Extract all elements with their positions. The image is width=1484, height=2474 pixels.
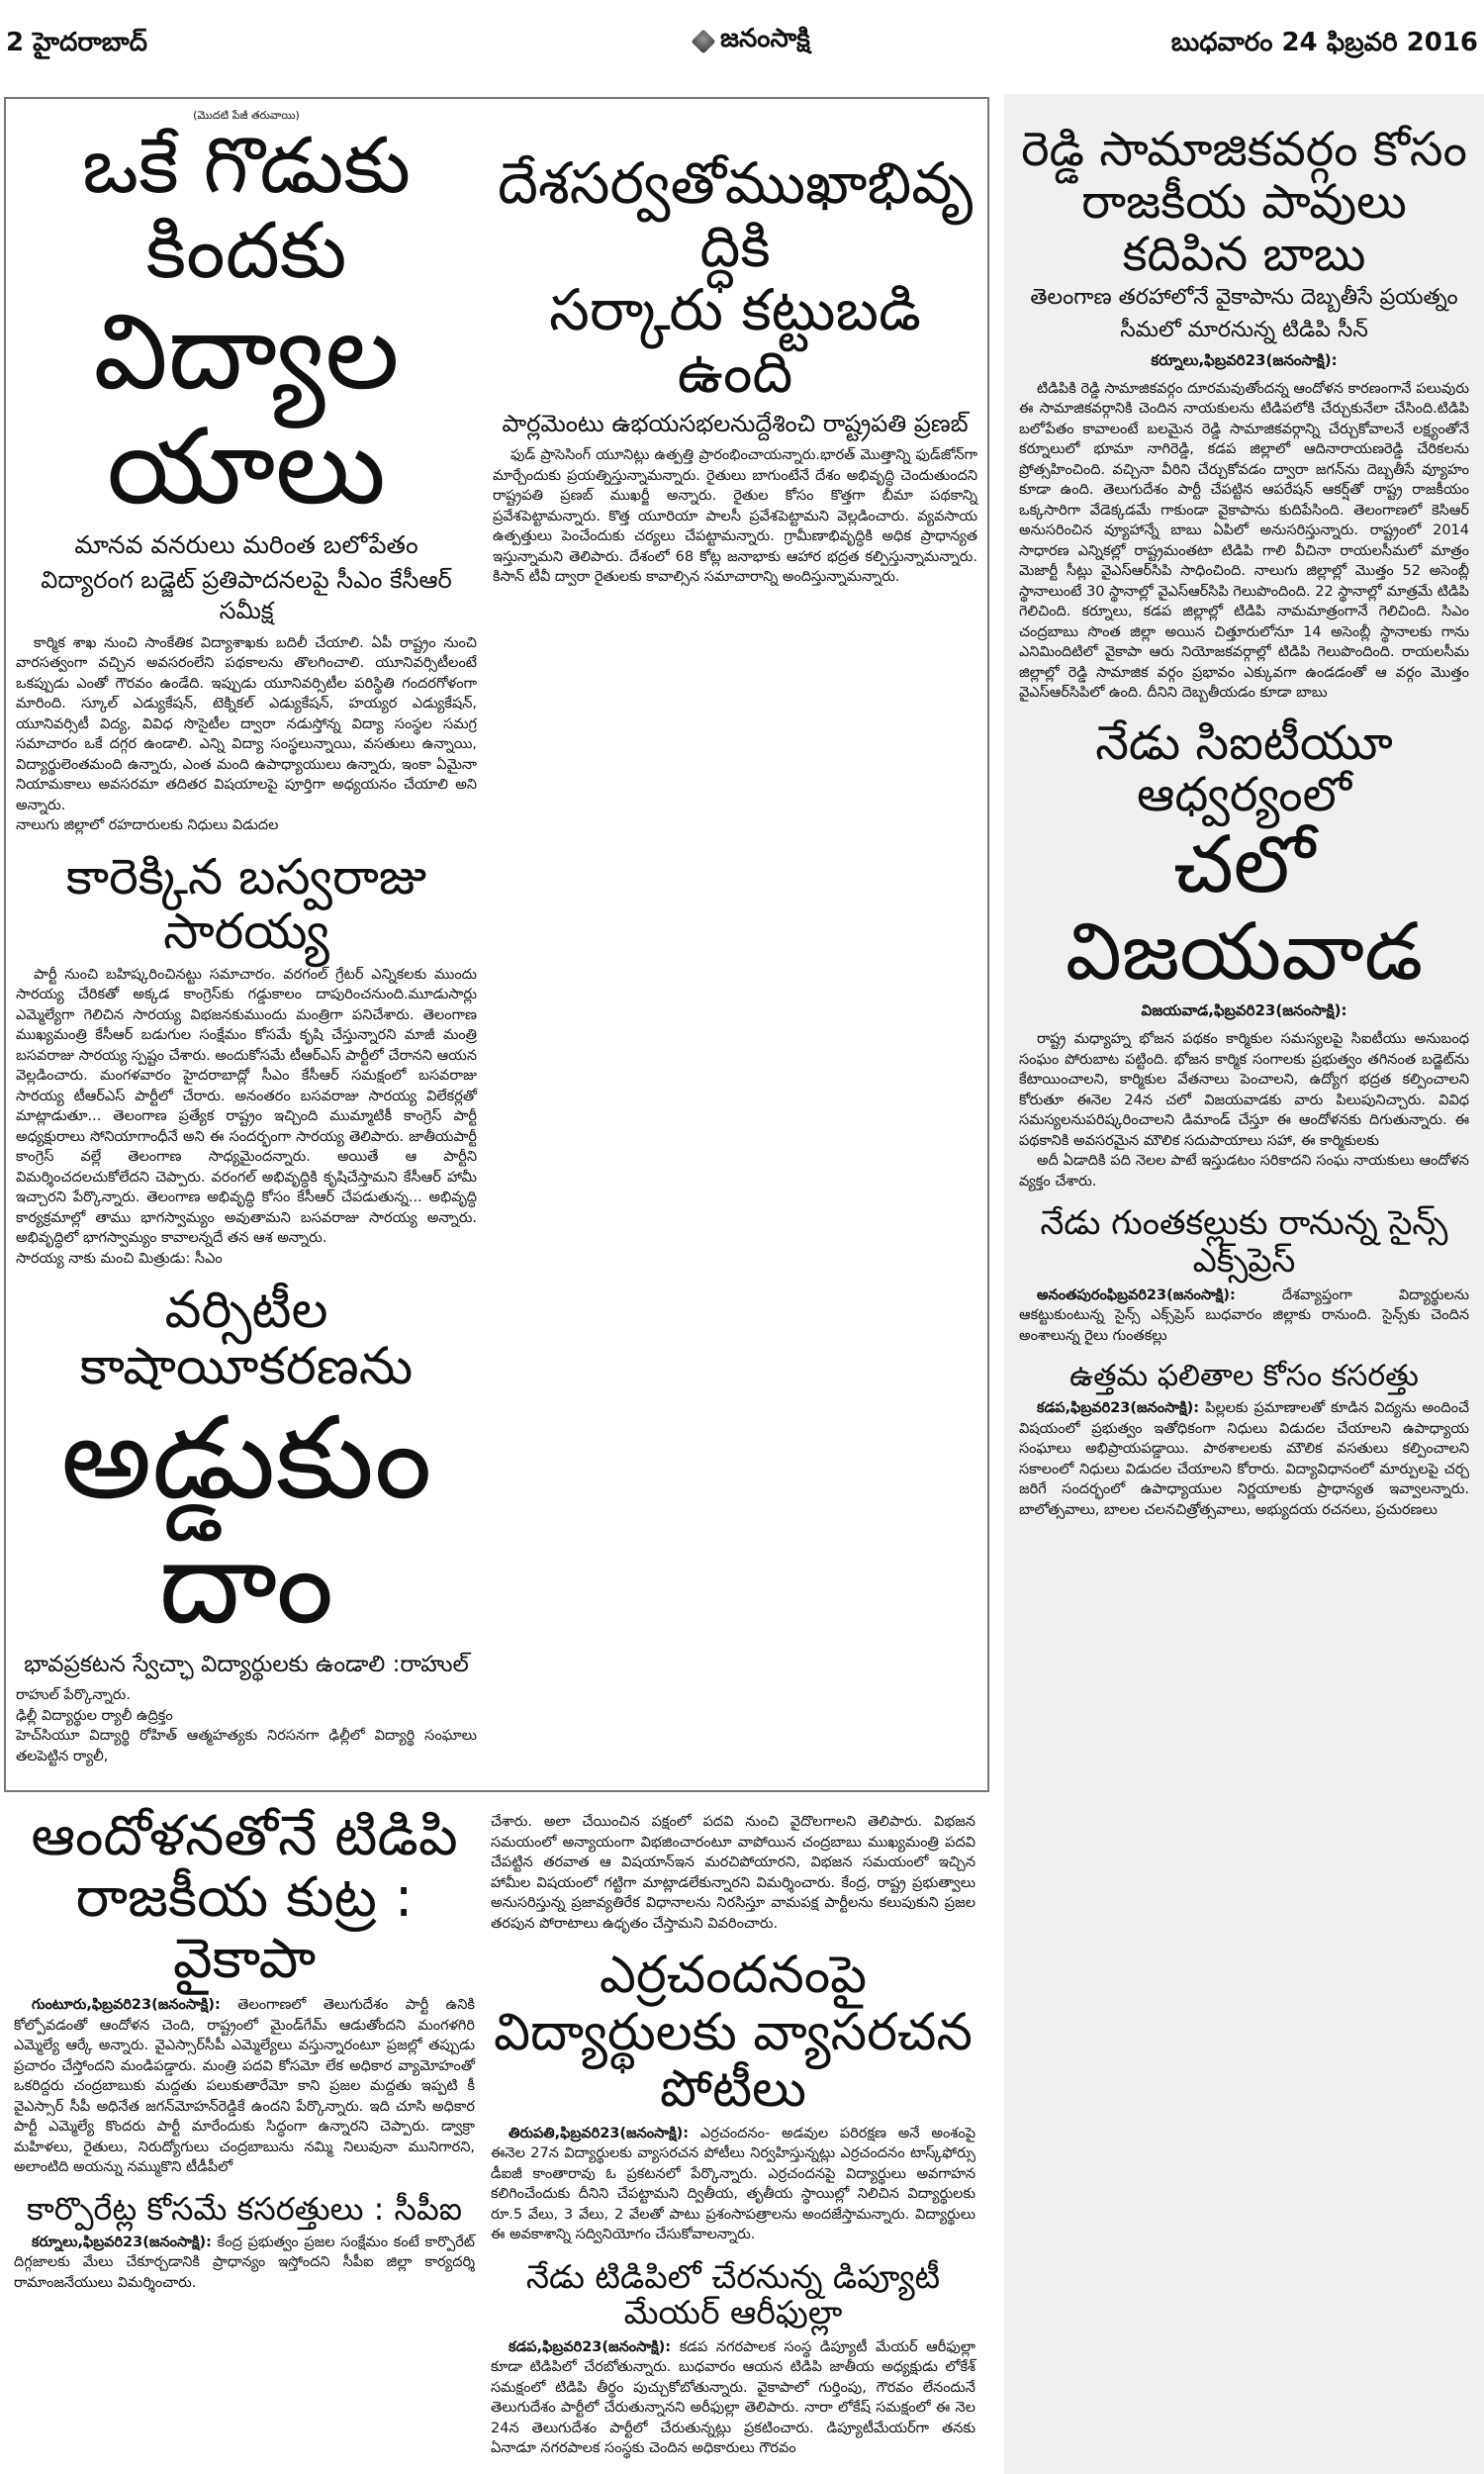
masthead-logo <box>693 24 810 59</box>
paragraph: నాలుగు జిల్లాలో రహదారులకు నిధులు విడుదల <box>16 817 279 834</box>
spacer <box>493 109 977 152</box>
bottom-section <box>4 1792 989 2472</box>
boxed-left-column <box>16 109 477 1780</box>
paragraph: పార్టీ నుంచి బహిష్కరించినట్టు సమాచారం. వరగంల్ గ్రేటర్ ఎన్నికలకు ముందు సారయ్య చేరికతో అక్కడ కాంగ్రెస్‌కు గడ్డుకాలం దాపురించనుంది.మూడుసార్లు ఎమ్మెల్యేగా గెలిచిన సారయ్య విభజనకుముందు మంత్రిగా పనిచేశారు. తెలంగాణ ముఖ్యమంత్రి కేసీఆర్ బడుగుల సంక్షేమం కోసమే కృషి చేస్తున్నారని మాజీ మంత్రి బసవరాజు సారయ్య స్పష్టం చేశారు. అందుకోసమే టీఆర్ఎస్ పార్టీలో చేరానని ఆయన వెల్లడించారు. మంగళవారం హైదరాబాద్లో సీఎం కేసీఆర్ సమక్షంలో బసవరాజు సారయ్య టీఆర్ఎస్ పార్టీలో చేరారు. అనంతరం బసవరాజు సారయ్య విలేకర్లతో మాట్లాడుతూ... తెలంగాణ ప్రత్యేక రాష్ట్రం ఇచ్చింది ముమ్మాటికీ కాంగ్రెస్ పార్టీ అధ్యక్షురాలు సోనియాగాంధీనే అని ఈ సందర్భంగా సారయ్య తెలిపారు. జాతీయపార్టీ కాంగ్రెస్ వల్లే తెలంగాణ సాధ్యమైందన్నారు. అయితే ఆ పార్టీని విమర్శించదలచుకోలేదని చెప్పారు. వరంగల్ అభివృద్ధికి కృషిచేస్తామని కేసీఆర్ హామీ ఇచ్చారని పేర్కొన్నారు. తెలంగాణ అభివృద్ధి కోసం కేసీఆర్ చేపడుతున్న... అభివృద్ధి కార్యక్రమాల్లో తాము భాగస్వామ్యం అవుతామని బసవరాజు సారయ్య అన్నారు. అభివృద్ధిలో భాగస్వామ్యం కావాలన్నదే తన ఆశ అన్నారు. <box>16 966 477 1247</box>
bottom-left-column <box>14 1806 475 2472</box>
subhead-schools: మానవ వనరులు మరింత బలోపేతం <box>74 529 418 559</box>
paragraph: సారయ్య నాకు మంచి మిత్రుడు: సీఎం <box>16 1250 223 1267</box>
left-area <box>0 97 989 2473</box>
logo-icon <box>692 30 716 54</box>
paper-name: జనంసాక్షి <box>720 24 810 53</box>
paragraph: పిల్లలకు ప్రమాణాలతో కూడిన విద్యను అందించే విషయంలో ప్రభుత్వం ఇతోధికంగా నిధులు విడుదల చేయాలని ఉపాధ్యాయ సంఘాలు అభిప్రాయపడ్డాయి. పాఠశాలలకు మౌలిక వసతులు కల్పించాలని సకాలంలో నిధులు విడుదల చేయాలని కోరారు. విద్యావిధానంలో మార్పులపై చర్చ జరిగే సందర్భంలో ఉపాధ్యాయుల నిర్ణయాలకు ప్రాధాన్యత ఇవ్వాలన్నారు. బాలోత్సవాలు, బాలల చలనచిత్రోత్సవాలు, అభ్యుదయ రచనలు, ప్రచురణలు <box>1019 1400 1470 1518</box>
article-body-varsity <box>16 1685 477 1766</box>
headline-saraiah: కారెక్కిన బస్వరాజు సారయ్య <box>65 847 427 960</box>
bottom-middle-column <box>491 1806 975 2472</box>
headline-cpi: కార్పొరేట్ల కోసమే కసరత్తులు : సీపీఐ <box>26 2189 463 2228</box>
paragraph: ఫుడ్ ప్రాసెసింగ్ యూనిట్లు ఉత్పత్తి ప్రారంభించాయన్నారు.భారత్ మొత్తాన్ని ఫుడ్‌జోన్‌గా మార్చేందుకు ప్రయత్నిస్తున్నామన్నారు. రైతులు బాగుంటేనే దేశం అభివృద్ధి చెందుతుందని రాష్ట్రపతి ప్రణబ్ ముఖర్జీ అన్నారు. రైతుల కోసం కొత్తగా బీమా పథకాన్ని ప్రవేశపెట్టామన్నారు. కొత్త యూరియా పాలసీ ప్రవేశపెట్టామని వెల్లడించారు. వ్యవసాయ ఉత్పత్తులు పెంచేందుకు చర్యలు చేపట్టామన్నారు. గ్రామీణాభివృద్ధికి అధిక ప్రాధాన్యత ఇస్తున్నామని తెలిపారు. దేశంలో 68 కోట్ల జనాభాకు ఆహార భద్రత కల్పిస్తున్నామన్నారు. కిసాన్ టీవీ ద్వారా రైతులకు కావాల్సిన సమాచారాన్ని అందిస్తున్నామన్నారు. <box>493 447 977 586</box>
dateline-best-results: కడప,ఫిబ్రవరి23(జనంసాక్షి): <box>1037 1400 1200 1417</box>
headline-reddy-line2: రాజకీయ పావులు కదిపిన బాబు <box>1081 173 1407 282</box>
dateline-ysrcp: గుంటూరు,ఫిబ్రవరి23(జనంసాక్షి): <box>32 1997 221 2014</box>
boxed-middle-column <box>493 109 977 1780</box>
paragraph: కేంద్ర ప్రభుత్వం ప్రజల సంక్షేమం కంటే కార్పొరేట్ దిగ్గజాలకు మేలు చేకూర్చడానికి ప్రాధాన్యం ఇస్తోందని సీపీఐ జిల్లా కార్యదర్శి రామాంజనేయులు విమర్శించారు. <box>14 2234 476 2291</box>
subhead-reddy-2: సీమలో మారనున్న టిడిపి సీన్ <box>1120 317 1368 342</box>
article-body-schools <box>16 633 477 836</box>
article-body-red-sanders <box>491 2124 975 2245</box>
paragraph: అదీ ఏడాదికి పది నెలల పాటే ఇస్తుడటం సరికాదని సంఘ నాయకులు ఆందోళన వ్యక్తం చేశారు. <box>1019 1153 1469 1189</box>
headline-varsity-line1: వర్సిటీల కాషాయీకరణను <box>79 1281 414 1397</box>
paragraph: హెచ్‌సియూ విద్యార్థి రోహిత్ ఆత్మహత్యకు నిరసనగా ఢిల్లీలో విద్యార్థి సంఘాలు తలపెట్టిన ర్యాలీ, <box>16 1728 477 1764</box>
page-folio <box>6 28 147 63</box>
headline-ysrcp-line2: రాజకీయ కుట్ర : వైకాపా <box>75 1865 414 1991</box>
subhead-schools-2: విద్యారంగ బడ్జెట్ ప్రతిపాదనలపై సీఎం కేసీఆర్ సమీక్ష <box>41 566 452 625</box>
dateline-cpi: కర్నూలు,ఫిబ్రవరి23(జనంసాక్షి): <box>32 2234 212 2250</box>
page-number: 2 <box>6 28 25 57</box>
issue-date: బుధవారం 24 ఫిబ్రవరి 2016 <box>1170 28 1478 57</box>
headline-schools-line1: ఒకే గొడుకు కిందకు <box>82 122 411 296</box>
paragraph: చేశారు. అలా చేయించిన పక్షంలో పదవి నుంచి వైదొలగాలని తెలిపారు. విభజన సమయంలో అన్యాయంగా విభజించారంటూ వాపోయిన చంద్రబాబు ముఖ్యమంత్రి పదవి చేపట్టిన తరవాత ఆ విషయాన్‌ఇన మరచిపోయారని, విభజన సమయంలో ఇచ్చిన హామీల విషయంలో గట్టిగా మాట్లాడలేకున్నారని విమర్శించారు. కేంద్ర, రాష్ట్ర ప్రభుత్వాలు అనుసరిస్తున్న ప్రజావ్యతిరేక విధానాలను నిరసిస్తూ వామపక్ష పార్టీలను కలుపుకుని ప్రజల తరపున పోరాటాలు ఉధృతం చేస్తామని వివరించారు. <box>491 1814 975 1932</box>
dateline-citu: విజయవాడ,ఫిబ్రవరి23(జనంసాక్షి): <box>1141 1001 1347 1020</box>
headline-red-sanders-line1: ఎర్రచందనంపై <box>599 1946 868 2006</box>
paragraph: దేశవ్యాప్తంగా విద్యార్థులను ఆకట్టుకుంటున్న సైన్స్ ఎక్స్‌ప్రెస్ బుధవారం జిల్లాకు రానుంది. సైన్స్‌కు చెందిన అంశాలున్న రైలు గుంతకల్లు <box>1019 1286 1469 1344</box>
headline-citu-line1: నేడు సిఐటీయూ ఆధ్వర్యంలో <box>1095 714 1393 823</box>
paragraph: రాహుల్ పేర్కొన్నారు. <box>16 1687 131 1704</box>
headline-reddy-line1: రెడ్డి సామాజికవర్గం కోసం <box>1021 122 1467 177</box>
paragraph: కడప నగరపాలక సంస్థ డిప్యూటీ మేయర్ ఆరీఫుల్లా కూడా టిడిపిలో చేరబోతున్నారు. బుధవారం ఆయన టిడిపి జాతీయ అధ్యక్షుడు లోకేశ్ సమక్షంలో టిడిపి తీర్థం పుచ్చుకోబోతున్నారు. వైకాపాలో గుర్తింపు, గౌరవం లేనందునే తెలుగుదేశం పార్టీలో చేరుతున్నానని అరీఫుల్లా తెలిపారు. నారా లోకేష్ సమక్షంలో ఈ నెల 24న తెలుగుదేశం పార్టీలో చేరుతున్నట్లు ప్రకటించారు. డిప్యూటీమేయర్‌గా తనకు ఏనాడూ నగరపాలక సంస్థకు చెందిన అధికారులు గౌరవం <box>491 2338 975 2457</box>
article-body-cpi <box>14 2233 475 2294</box>
headline-best-results: ఉత్తమ ఫలితాల కోసం కసరత్తు <box>1069 1359 1419 1394</box>
article-body-reddy <box>1019 379 1469 704</box>
paragraph: తెలంగాణలో తెలుగుదేశం పార్టీ ఉనికి కోల్పోవడంతో ఆందోళన చెంది, రాష్ట్రంలో మైండ్‌గేమ్ ఆడుతోందని మంగళగిరి ఎమ్మెల్యే ఆర్కే అన్నారు. వైఎస్సార్‌సీపీ ఎమ్మెల్యేలు వస్తున్నారంటూ ప్రజల్లో తప్పుడు ప్రచారం చేస్తోందని మండిపడ్డారు. మంత్రి పదవి కోసమో లేక అధికార వ్యామోహంతో ఒకరిద్దరు చంద్రబాబుకు మద్దతు పలుకుతారేమో కాని ప్రజల మద్దతు ఇప్పటి కీ వైఎస్సార్ సీపీ అధినేత జగన్‌మోహన్‌రెడ్డికే ఉందని పేర్కొన్నారు. ఇది చూసి అధికార పార్టీ ఎమ్మెల్యే కొందరు పార్టీ మారేందుకు సిద్ధంగా ఉన్నారని చెప్పారు. డ్వాక్రా మహిళలు, రైతులు, నిరుద్యోగులు చంద్రబాబును నమ్మి నిలువునా మునిగారని, అలాంటిది అయన్ను నమ్ముకొని టీడీపీలో <box>14 1997 475 2176</box>
headline-president-line1: దేశసర్వతోముఖాభివృద్ధికి <box>497 149 974 280</box>
paragraph: కార్మిక శాఖ నుంచి సాంకేతిక విద్యాశాఖకు బదిలీ చేయాలి. ఏపీ రాష్ట్రం నుంచి వారసత్వంగా వచ్చిన అవసరంలేని పథకాలను తొలగించాలి. యూనివర్సిటీలంటే ఒకప్పుడు ఎంతో గౌరవం ఉండేది. ఇప్పుడు యూనివర్సిటీల పరిస్థితి గందరగోళంగా మారింది. స్కూల్ ఎడ్యుకేషన్, టెక్నికల్ ఎడ్యుకేషన్, హయ్యర ఎడ్యుకేషన్, యూనివర్సిటీ విద్య, వివిధ సొసైటీల ద్వారా నడుస్తోన్న విద్యా సంస్థల సమగ్ర సమాచారం ఒకే దగ్గర ఉండాలి. ఎన్ని విద్యా సంస్థలున్నాయి, వసతులు ఉన్నాయి, విద్యార్థులెంతమంది ఉన్నారు, ఎంత మంది ఉపాధ్యాయులు ఉన్నారు, ఇంకా ఏమైనా నియామకాలు అవసరమా తదితర విషయాలపై పూర్తిగా అధ్యయనం చేయాలి అని అన్నారు. <box>16 634 477 813</box>
article-body-citu <box>1019 1029 1469 1191</box>
boxed-section <box>4 97 989 1792</box>
article-body-president <box>493 445 977 588</box>
right-column <box>1004 94 1484 2474</box>
article-body-ysrcp <box>14 1995 475 2178</box>
paragraph: ఎర్రచందనం- అడవుల పరిరక్షణ అనే అంశంపై ఈనెల 27న విద్యార్థులకు వ్యాసరచన పోటీలు నిర్వహిస్తున్నట్లు ఎర్రచందనం టాస్క్‌ఫోర్సు డీఐజీ కాంతారావు ఓ ప్రకటనలో పేర్కొన్నారు. ఎర్రచందనపై విద్యార్థులు అవగాహన కలిగించేందుకు దీనిని చేపట్టామని ద్వితీయ, తృతీయ స్థాయిల్లో నిలిచిన విద్యార్థులకు రూ.5 వేలు, 3 వేలు, 2 వేలతో పాటు ప్రశంసాపత్రాలను అందజేస్తామన్నారు. విద్యార్థులు ఈ అవకాశాన్ని సద్వినియోగం చేసుకోవాలన్నారు. <box>491 2125 975 2243</box>
headline-deputy-mayor: నేడు టిడిపిలో చేరనున్న డిప్యూటీ మేయర్ ఆరీఫుల్లా <box>525 2256 941 2332</box>
headline-varsity-line2: అడ్డుకుందాం <box>60 1391 432 1651</box>
article-body-science-express <box>1019 1285 1469 1347</box>
paragraph: టిడిపికి రెడ్డి సామాజికవర్గం దూరమవుతోందన్న ఆందోళన కారణంగానే పలువురు ఈ సామాజికవర్గానికి చెందిన నాయకులను టిడిపలోకి చేర్చుకునేలా చేసింది.టిడిపి బలోపేతం కావాలంటే బలమైన రెడ్డి సామాజికవర్గాన్ని చేర్చుకోవాలనే లక్ష్యంతోనే కర్నూలులో భూమా నాగిరెడ్డి, కడప జిల్లాలో ఆదినారాయణరెడ్డి చేరికలను ప్రోత్సహించింది. వచ్చినా వీరిని చేర్చుకోవడం ద్వారా జగన్‌ను దెబ్బతీసే వ్యూహం కూడా ఉంది. తెలుగుదేశం పార్టీ చేపట్టిన ఆపరేషన్ ఆకర్ష్‌తో రాష్ట్ర రాజకీయం ఒక్కసారిగా వేడెక్కడమే గాకుండా వైకాపాను కుదిపేసింది. తెలంగాణలో కెసిఆర్ అనుసరించిన వ్యూహాన్నే బాబు ఏపిలో అనుసరిస్తున్నారు. రాష్ట్రంలో 2014 సాధారణ ఎన్నికల్లో రాష్ట్రమంతటా టిడిపి గాలి వీచినా రాయలసీమలో మాత్రం మెజార్టీ సీట్లు వైఎస్ఆర్‌సిపి సాధించింది. నాలుగు జిల్లాల్లో మొత్తం 52 అసెంబ్లీ స్థానాలుంటే 30 స్థానాల్లో వైఎస్ఆర్‌సిపి గెలుపొందింది. 22 స్థానాల్లో మాత్రమే టిడిపి గెలిచింది. కర్నూలు, కడప జిల్లాల్లో టిడిపి నామమాత్రంగానే గెలిచింది. సిఎం చంద్రబాబు సొంత జిల్లా అయిన చిత్తూరులోనూ 14 అసెంబ్లీ స్థానాలకు గాను ఎనిమిందిటిలో వైకాపా ఆరు నియోజకవర్గాల్లో టిడిపి గెలుపొందింది. రాయలసీమ జిల్లాల్లో రెడ్డి సామాజిక వర్గం ప్రభావం ఎక్కువగా ఉండడంతో ఆ వర్గం మొత్తం వైఎస్ఆర్‌సిపిలో ఉంది. దీనిని దెబ్బతీయడం కూడా బాబు <box>1019 380 1469 702</box>
headline-schools-line2: విద్యాలయాలు <box>93 290 400 528</box>
edition-name: హైదరాబాద్ <box>33 28 147 57</box>
subhead-reddy-1: తెలంగాణ తరహాలోనే వైకాపాను దెబ్బతీసే ప్రయత్నం <box>1030 285 1458 311</box>
subhead-varsity: భావప్రకటన స్వేచ్ఛా విద్యార్థులకు ఉండాలి :రాహుల్ <box>24 1651 469 1677</box>
headline-red-sanders-line2: విద్యార్థులకు వ్యాసరచన పోటీలు <box>494 2002 973 2119</box>
headline-ysrcp-line1: ఆందోళనతోనే టిడిపి <box>31 1804 458 1869</box>
article-body-best-results <box>1019 1398 1469 1520</box>
headline-citu-line2: చలో విజయవాడ <box>1065 818 1424 999</box>
subhead-president: పార్లమెంటు ఉభయసభలనుద్దేశించి రాష్ట్రపతి ప్రణబ్ <box>502 410 969 438</box>
paragraph: ఢిల్లీ విద్యార్థుల ర్యాలీ ఉద్రిక్తం <box>16 1707 173 1724</box>
headline-science-express: నేడు గుంతకల్లుకు రానున్న సైన్స్ ఎక్స్‌ప్రెస్ <box>1040 1203 1448 1281</box>
dateline-red-sanders: తిరుపతి,ఫిబ్రవరి23(జనంసాక్షి): <box>509 2125 690 2141</box>
headline-president-line2: సర్కారు కట్టుబడి ఉంది <box>549 275 921 407</box>
dateline-deputy-mayor: కడప,ఫిబ్రవరి23(జనంసాక్షి): <box>509 2338 672 2355</box>
paragraph: రాష్ట్ర మధ్యాహ్న భోజన పథకం కార్మికుల సమస్యలపై సిఐటీయు అనుబంధ సంఘం పోరుబాట పట్టింది. భోజన కార్మిక సంగాలకు ప్రభుత్వం తగినంత బడ్జెట్‌ను కేటాయించాలని, కార్మికుల వేతనాలు పెంచాలని, ఉద్యోగ భద్రత కల్పించాలని కోరుతూ ఈనెల 24న చలో విజయవాడకు వారు పిలుపునిచ్చారు. వివిధ సమస్యలనుపరిష్కరించాలని డిమాండ్ చేస్తూ ఈ ఆందోళనకు దిగుతున్నారు. ఈ పథకానికి అవసరమైన మౌలిక సదుపాయాలు సహా, ఈ కార్మికులకు <box>1019 1031 1469 1149</box>
article-body-saraiah <box>16 965 477 1270</box>
article-body-ysrcp-continued <box>491 1812 975 1934</box>
continued-note: (మొదటి పేజీ తరువాయి) <box>193 109 300 122</box>
dateline-reddy: కర్నూలు,ఫిబ్రవరి23(జనంసాక్షి): <box>1151 350 1338 369</box>
dateline-science-express: అనంతపురంఫిబ్రవరి23(జనంసాక్షి): <box>1037 1286 1236 1303</box>
article-body-deputy-mayor <box>491 2337 975 2459</box>
